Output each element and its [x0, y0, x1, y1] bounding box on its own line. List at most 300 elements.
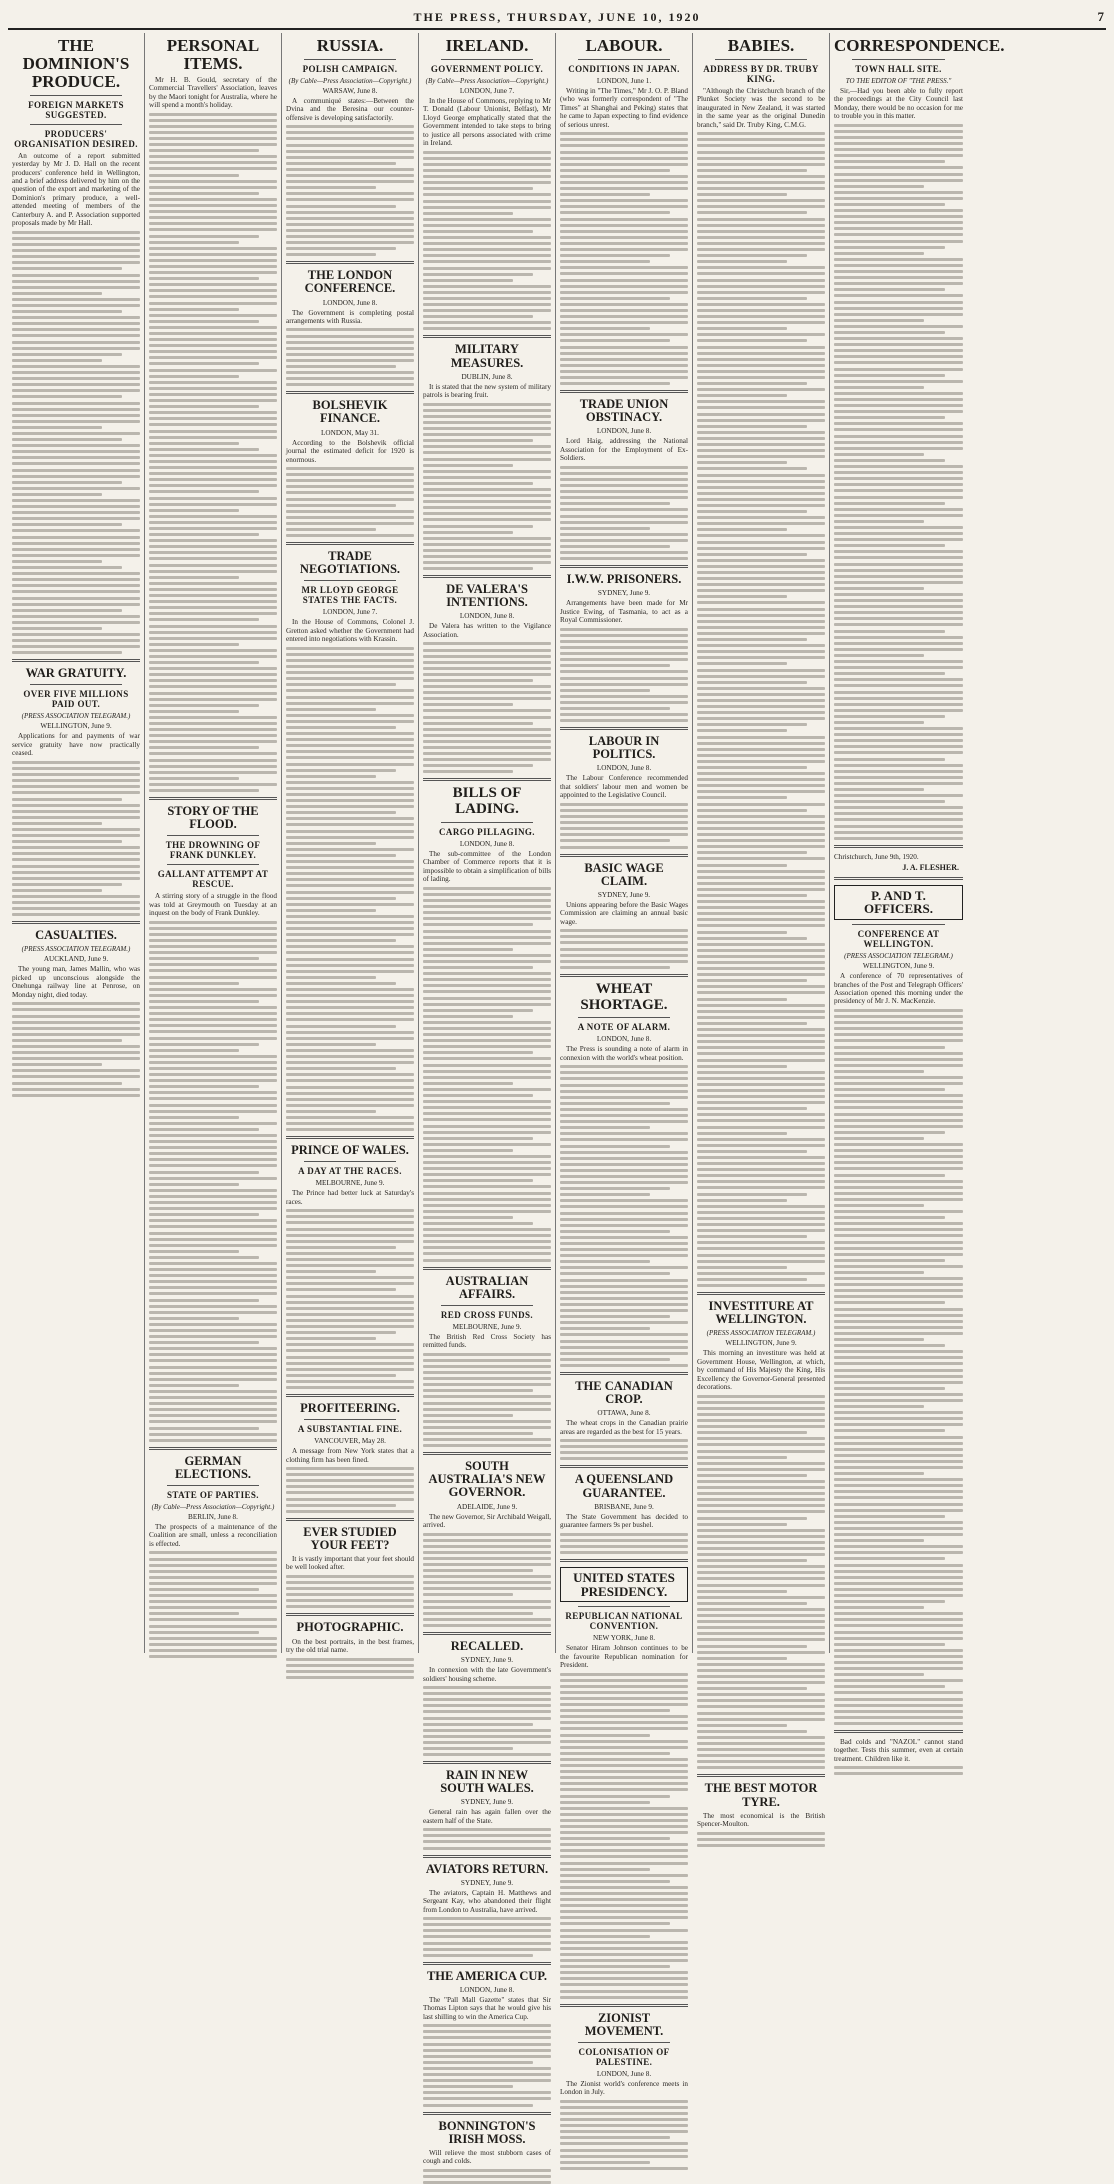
text-line — [560, 1880, 670, 1883]
text-line — [423, 458, 551, 461]
text-line — [697, 474, 825, 477]
text-line — [286, 939, 396, 942]
article — [560, 974, 688, 1367]
text-line — [423, 1735, 551, 1738]
text-line — [423, 1698, 551, 1701]
column-7 — [830, 33, 1005, 1763]
text-line — [834, 1137, 924, 1140]
text-line — [560, 628, 688, 631]
text-line — [697, 742, 825, 745]
text-line — [560, 1248, 688, 1251]
text-line — [834, 1308, 963, 1311]
text-line — [12, 895, 140, 898]
text-line — [697, 717, 825, 720]
text-line — [560, 1205, 688, 1208]
text-line — [697, 662, 787, 665]
text-line — [286, 131, 414, 134]
text-line — [560, 1539, 688, 1542]
text-line — [423, 911, 551, 914]
text-line — [149, 204, 277, 207]
text-line — [834, 550, 963, 553]
article — [560, 727, 688, 848]
text-line — [697, 1016, 825, 1019]
text-line — [834, 1405, 924, 1408]
text-line — [697, 394, 787, 397]
text-line — [834, 1222, 963, 1225]
text-line — [423, 2024, 551, 2027]
text-line — [834, 422, 963, 425]
text-line — [697, 991, 825, 994]
text-line — [423, 1240, 551, 1243]
text-line — [423, 2169, 551, 2172]
article — [286, 1394, 414, 1513]
text-line — [423, 470, 551, 473]
text-line — [286, 1362, 414, 1365]
text-line — [149, 1551, 277, 1554]
subhead-rule — [578, 59, 670, 60]
article-lead-text: Writing in "The Times," Mr J. O. P. Bland (who was formerly correspondent of "The Times" at Shanghai and Peking) states that he came to Japan expecting to find evidence of serious unrest. — [560, 86, 688, 129]
text-line — [423, 1064, 551, 1067]
text-line — [149, 1631, 259, 1634]
text-line — [834, 1344, 945, 1347]
text-line — [286, 830, 414, 833]
text-line — [423, 206, 551, 209]
text-line — [149, 1049, 239, 1052]
text-line — [697, 900, 825, 903]
text-line — [560, 352, 688, 355]
article-subhead: GALLANT ATTEMPT AT RESCUE. — [157, 869, 269, 890]
text-line — [834, 1100, 963, 1103]
text-line — [423, 990, 551, 993]
text-line — [286, 1025, 396, 1028]
article-body-text — [560, 466, 688, 560]
text-line — [834, 489, 963, 492]
text-line — [560, 1242, 688, 1245]
text-line — [149, 125, 277, 128]
text-line — [560, 242, 688, 245]
text-line — [560, 327, 650, 330]
text-line — [423, 936, 551, 939]
text-line — [697, 516, 825, 519]
text-line — [12, 877, 140, 880]
text-line — [560, 1892, 688, 1895]
text-line — [423, 315, 533, 318]
text-line — [286, 653, 414, 656]
text-line — [697, 973, 825, 976]
article-divider — [560, 390, 688, 393]
text-line — [834, 1301, 945, 1304]
text-line — [286, 1037, 414, 1040]
text-line — [12, 1051, 140, 1054]
article-headline: PROFITEERING. — [300, 1400, 400, 1415]
text-line — [834, 1661, 963, 1664]
text-line — [12, 639, 140, 642]
text-line — [12, 1033, 140, 1036]
text-line — [423, 415, 551, 418]
text-line — [149, 576, 239, 579]
text-line — [697, 638, 807, 641]
text-line — [560, 1855, 688, 1858]
text-line — [12, 651, 122, 654]
article-divider — [697, 1292, 825, 1295]
text-line — [834, 1271, 924, 1274]
text-line — [423, 1948, 551, 1951]
text-line — [286, 1258, 414, 1261]
text-line — [12, 353, 122, 356]
subhead-rule — [852, 59, 945, 60]
text-line — [697, 1535, 825, 1538]
text-line — [286, 1581, 414, 1584]
article-lead-text: Will relieve the most stubborn cases of cough and colds. — [423, 2148, 551, 2166]
text-line — [560, 1260, 650, 1263]
article-body-text — [423, 2024, 551, 2106]
text-line — [423, 1149, 513, 1152]
text-line — [560, 339, 670, 342]
text-line — [697, 699, 825, 702]
subhead-rule — [441, 59, 533, 60]
text-line — [286, 903, 414, 906]
text-line — [149, 295, 277, 298]
text-line — [560, 1297, 688, 1300]
text-line — [834, 1655, 963, 1658]
text-line — [560, 948, 688, 951]
article-divider — [560, 854, 688, 857]
text-line — [697, 1407, 825, 1410]
text-line — [834, 392, 963, 395]
article-dateline: LONDON, June 8. — [596, 2069, 652, 2078]
text-line — [12, 237, 140, 240]
text-line — [697, 620, 825, 623]
text-line — [12, 767, 140, 770]
text-line — [286, 359, 414, 362]
text-line — [697, 1077, 825, 1080]
text-line — [834, 599, 963, 602]
text-line — [423, 567, 533, 570]
article-body-text — [423, 887, 551, 1262]
text-line — [423, 1612, 533, 1615]
text-line — [697, 1431, 807, 1434]
text-line — [697, 809, 807, 812]
text-line — [697, 480, 825, 483]
text-line — [149, 174, 239, 177]
text-line — [697, 571, 825, 574]
text-line — [423, 260, 551, 263]
text-line — [560, 1084, 688, 1087]
text-line — [697, 1180, 825, 1183]
text-line — [560, 1971, 688, 1974]
text-line — [697, 1425, 825, 1428]
text-line — [834, 301, 963, 304]
text-line — [697, 260, 787, 263]
text-line — [560, 1697, 688, 1700]
text-line — [834, 1039, 963, 1042]
text-line — [286, 180, 414, 183]
text-line — [697, 431, 825, 434]
text-line — [286, 335, 414, 338]
text-line — [697, 1247, 825, 1250]
text-line — [834, 221, 963, 224]
text-line — [286, 504, 396, 507]
text-line — [834, 130, 963, 133]
text-line — [834, 154, 963, 157]
text-line — [423, 1923, 551, 1926]
text-line — [834, 1423, 963, 1426]
text-line — [12, 505, 140, 508]
text-line — [697, 650, 825, 653]
text-line — [149, 1588, 259, 1591]
text-line — [149, 679, 277, 682]
text-line — [12, 316, 140, 319]
text-line — [697, 553, 807, 556]
text-line — [423, 500, 551, 503]
text-line — [286, 823, 414, 826]
text-line — [423, 494, 551, 497]
text-line — [286, 891, 414, 894]
text-line — [560, 1770, 688, 1773]
text-line — [286, 174, 414, 177]
text-line — [834, 751, 963, 754]
text-line — [560, 163, 688, 166]
text-line — [834, 1551, 963, 1554]
text-line — [697, 1498, 825, 1501]
text-line — [149, 466, 277, 469]
text-line — [560, 1333, 688, 1336]
text-line — [834, 441, 963, 444]
article-headline: BILLS OF LADING. — [452, 785, 522, 818]
text-line — [560, 1187, 670, 1190]
text-line — [149, 734, 277, 737]
text-line — [149, 606, 277, 609]
article-divider — [834, 845, 963, 848]
text-line — [423, 691, 551, 694]
article-headline: STORY OF THE FLOOD. — [167, 804, 259, 832]
text-line — [423, 1088, 551, 1091]
text-line — [149, 411, 277, 414]
text-line — [697, 425, 807, 428]
text-line — [149, 155, 277, 158]
text-line — [834, 337, 963, 340]
text-line — [560, 1291, 688, 1294]
text-line — [560, 1315, 670, 1318]
text-line — [697, 352, 825, 355]
text-line — [149, 1256, 259, 1259]
text-line — [560, 1673, 688, 1676]
text-line — [560, 533, 688, 536]
text-line — [834, 1772, 963, 1775]
text-line — [286, 1325, 414, 1328]
text-line — [149, 1152, 277, 1155]
text-line — [560, 1145, 670, 1148]
text-line — [560, 1941, 688, 1944]
text-line — [286, 1282, 414, 1285]
text-line — [834, 520, 924, 523]
text-line — [834, 837, 963, 840]
text-line — [423, 1563, 551, 1566]
text-line — [149, 302, 277, 305]
text-line — [423, 163, 551, 166]
subhead-rule — [852, 924, 945, 925]
text-line — [12, 645, 140, 648]
text-line — [149, 1164, 277, 1167]
text-line — [149, 1317, 239, 1320]
article-divider — [560, 727, 688, 730]
text-line — [834, 1612, 963, 1615]
article-lead-text: "Although the Christchurch branch of the Plunket Society was the second to be inaugurated in New Zealand, it was started in the same year as the original Dunedin branch," said Dr. Truby King, C.M.G. — [697, 86, 825, 129]
text-line — [286, 756, 414, 759]
article-dateline: SYDNEY, June 9. — [460, 1878, 514, 1887]
text-line — [834, 1448, 963, 1451]
text-line — [834, 215, 963, 218]
letter-place-date: Christchurch, June 9th, 1920. — [834, 852, 919, 861]
text-line — [697, 406, 825, 409]
text-line — [560, 1727, 688, 1730]
text-line — [697, 1844, 825, 1847]
text-line — [12, 566, 122, 569]
text-line — [423, 1383, 551, 1386]
text-line — [286, 793, 414, 796]
text-line — [834, 124, 963, 127]
text-line — [12, 907, 140, 910]
text-line — [834, 1381, 963, 1384]
text-line — [149, 1000, 259, 1003]
text-line — [697, 1687, 807, 1690]
article-headline: LABOUR IN POLITICS. — [588, 734, 660, 762]
text-line — [697, 614, 825, 617]
text-line — [560, 205, 688, 208]
article — [12, 37, 140, 654]
text-line — [423, 1557, 551, 1560]
text-line — [834, 1119, 963, 1122]
article-body-text — [286, 1575, 414, 1608]
article — [423, 37, 551, 330]
text-line — [697, 510, 807, 513]
text-line — [834, 1442, 963, 1445]
article-body-text — [423, 1686, 551, 1756]
text-line — [697, 1150, 807, 1153]
text-line — [560, 2130, 688, 2133]
article — [834, 1730, 963, 1776]
article-headline: RUSSIA. — [316, 36, 384, 55]
columns — [8, 33, 1106, 2166]
text-line — [149, 405, 259, 408]
text-line — [423, 525, 533, 528]
text-line — [423, 1015, 513, 1018]
text-line — [560, 1108, 688, 1111]
text-line — [149, 186, 277, 189]
text-line — [149, 198, 277, 201]
text-line — [834, 581, 963, 584]
text-line — [697, 364, 825, 367]
text-line — [834, 1691, 963, 1694]
text-line — [286, 1331, 396, 1334]
text-line — [697, 1004, 825, 1007]
article-headline: THE BEST MOTOR TYRE. — [704, 1781, 818, 1809]
text-line — [697, 413, 825, 416]
text-line — [834, 1332, 963, 1335]
text-line — [12, 1063, 102, 1066]
text-line — [286, 137, 414, 140]
text-line — [423, 649, 551, 652]
text-line — [834, 1350, 963, 1353]
text-line — [697, 1278, 807, 1281]
text-line — [286, 994, 414, 997]
text-line — [286, 1307, 414, 1310]
text-line — [12, 548, 140, 551]
article-lead-text: This morning an investiture was held at Government House, Wellington, at which, by command of His Majesty the King, His Excellency the Governor-General presented decorations. — [697, 1349, 825, 1392]
text-line — [12, 542, 140, 545]
text-line — [12, 274, 140, 277]
text-line — [149, 1055, 277, 1058]
text-line — [560, 478, 688, 481]
text-line — [834, 794, 963, 797]
text-line — [560, 1138, 688, 1141]
text-line — [286, 125, 414, 128]
text-line — [12, 517, 140, 520]
text-line — [423, 439, 533, 442]
text-line — [834, 1618, 963, 1621]
article-headline: A QUEENSLAND GUARANTEE. — [574, 1472, 674, 1500]
text-line — [423, 770, 513, 773]
text-line — [834, 1021, 963, 1024]
text-line — [149, 1043, 259, 1046]
text-line — [560, 2155, 688, 2158]
text-line — [560, 827, 688, 830]
text-line — [286, 162, 396, 165]
text-line — [149, 308, 239, 311]
text-line — [697, 748, 825, 751]
text-line — [834, 294, 963, 297]
text-line — [834, 319, 924, 322]
text-line — [560, 1181, 688, 1184]
text-line — [423, 2061, 533, 2064]
text-line — [697, 1462, 825, 1465]
article-credit: (By Cable—Press Association—Copyright.) — [288, 76, 412, 85]
text-line — [423, 236, 551, 239]
text-line — [697, 419, 825, 422]
text-line — [149, 161, 277, 164]
text-line — [834, 428, 963, 431]
text-line — [149, 1250, 239, 1253]
text-line — [12, 633, 140, 636]
text-line — [423, 2043, 551, 2046]
page-number: 7 — [1097, 9, 1106, 24]
text-line — [834, 800, 945, 803]
article — [423, 2112, 551, 2184]
text-line — [423, 1185, 551, 1188]
article-lead-text: The aviators, Captain H. Matthews and Sergeant Kay, who abandoned their flight from London to Australia, have arrived. — [423, 1888, 551, 1914]
article-divider — [423, 1452, 551, 1455]
text-line — [423, 555, 551, 558]
text-line — [286, 1368, 414, 1371]
text-line — [149, 283, 277, 286]
text-line — [834, 459, 945, 462]
text-line — [834, 349, 963, 352]
text-line — [560, 1163, 688, 1166]
article-credit: (PRESS ASSOCIATION TELEGRAM.) — [706, 1329, 816, 1338]
article-dateline: LONDON, June 8. — [596, 427, 652, 436]
article-lead-text: The Prince had better luck at Saturday's races. — [286, 1189, 414, 1206]
text-line — [423, 740, 551, 743]
text-line — [286, 1593, 414, 1596]
text-line — [12, 1075, 140, 1078]
text-line — [834, 368, 963, 371]
text-line — [697, 467, 807, 470]
text-line — [834, 233, 963, 236]
text-line — [697, 1156, 825, 1159]
text-line — [560, 199, 688, 202]
article-lead-text: The Labour Conference recommended that soldiers' labour men and women be appointed to the Legislative Council. — [560, 774, 688, 800]
text-line — [12, 432, 140, 435]
